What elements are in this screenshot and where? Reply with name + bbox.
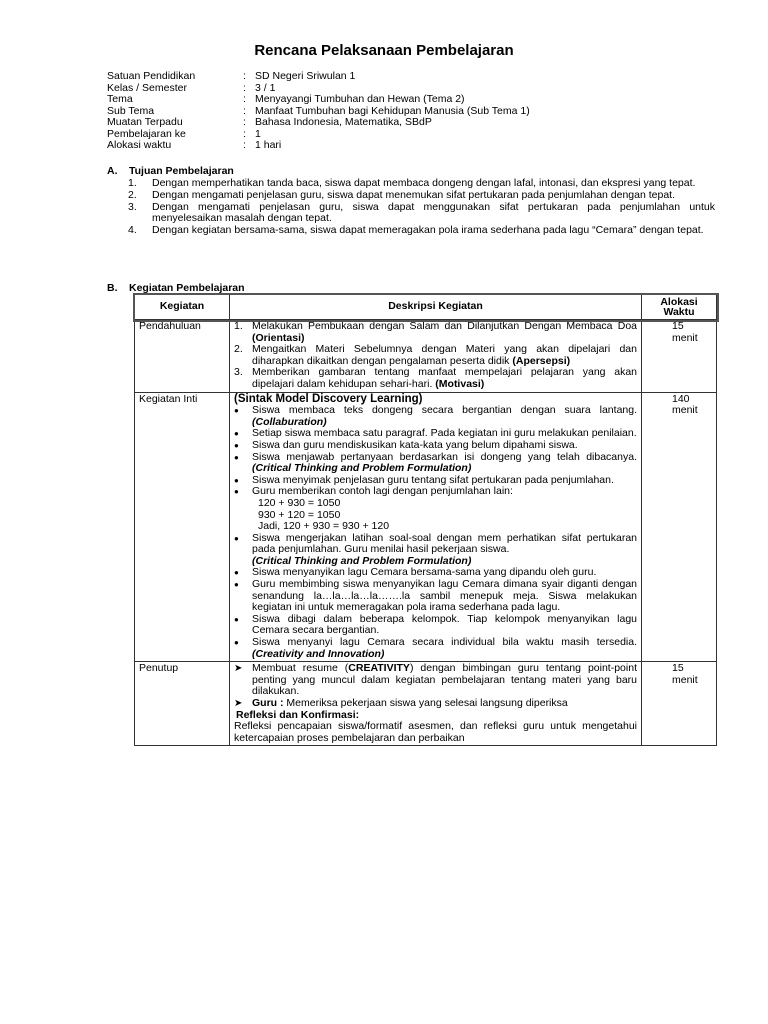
time-penutup: 15 menit bbox=[642, 662, 717, 746]
activities-table bbox=[134, 294, 717, 746]
list-item bbox=[234, 405, 637, 428]
item-body: Siswa mengerjakan latihan soal-soal dengan mem perhatikan sifat pertukaran pada penjumlahan. Guru menilai hasil pekerjaan siswa. bbox=[252, 531, 637, 556]
bullet-icon: ● bbox=[234, 533, 239, 543]
page-title: Rencana Pelaksanaan Pembelajaran bbox=[254, 42, 514, 59]
row-penutup bbox=[135, 662, 717, 746]
list-item bbox=[234, 614, 637, 637]
item-tag: (Critical Thinking and Problem Formulation) bbox=[252, 554, 472, 567]
item-tag: (Orientasi) bbox=[252, 331, 305, 344]
meta-separator: : bbox=[243, 70, 246, 82]
calc-line: 930 + 120 = 1050 bbox=[258, 508, 341, 521]
list-item: ➤ Guru : Memeriksa pekerjaan siswa yang selesai langsung diperiksa bbox=[234, 697, 568, 709]
bullet-icon: ● bbox=[234, 475, 239, 485]
objectives-list bbox=[128, 178, 715, 237]
item-body: Mengaitkan Materi Sebelumnya dengan Materi yang akan dipelajari dan diharapkan dikaitkan dengan pengalaman peserta didik bbox=[252, 343, 637, 367]
meta-label: Kelas / Semester bbox=[107, 81, 187, 94]
item-text bbox=[252, 405, 637, 428]
label-inti: Kegiatan Inti bbox=[135, 392, 230, 662]
list-item bbox=[128, 190, 715, 202]
meta-value: Manfaat Tumbuhan bagi Kehidupan Manusia (Sub Tema 1) bbox=[255, 104, 530, 117]
section-b-heading: B. Kegiatan Pembelajaran bbox=[107, 282, 245, 294]
bullet-icon: ● bbox=[234, 580, 239, 590]
bullet-icon: ● bbox=[234, 638, 239, 648]
list-item bbox=[234, 452, 637, 475]
meta-value: 1 bbox=[255, 127, 261, 140]
item-tag: (Critical Thinking and Problem Formulation) bbox=[252, 462, 472, 475]
item-text bbox=[252, 452, 637, 475]
item-tag: (Motivasi) bbox=[435, 377, 485, 390]
calc-line: 120 + 930 = 1050 bbox=[258, 496, 341, 509]
header-alokasi: Alokasi Waktu bbox=[642, 295, 717, 320]
item-number: 3. bbox=[234, 366, 243, 379]
item-body: Siswa menyanyi lagu Cemara secara individual bila waktu masih tersedia. bbox=[252, 636, 637, 649]
item-text bbox=[252, 321, 637, 344]
objective-number: 3. bbox=[128, 200, 137, 213]
meta-label: Pembelajaran ke bbox=[107, 127, 186, 140]
item-body: Siswa menyimak penjelasan guru tentang sifat pertukaran pada penjumlahan. bbox=[252, 473, 614, 486]
refleksi-title: Refleksi dan Konfirmasi: bbox=[236, 708, 360, 721]
item-text bbox=[252, 533, 637, 568]
list-item bbox=[128, 225, 715, 237]
item-body: Setiap siswa membaca satu paragraf. Pada kegiatan ini guru melakukan penilaian. bbox=[252, 427, 637, 440]
inti-heading: (Sintak Model Discovery Learning) bbox=[234, 392, 423, 405]
objective-text: Dengan mengamati penjelasan guru, siswa dapat menemukan sifat pertukaran pada penjumlahan dengan tepat. bbox=[152, 188, 676, 201]
header-kegiatan: Kegiatan bbox=[135, 295, 230, 320]
item-body: Guru memberikan contoh lagi dengan penjumlahan lain: bbox=[252, 485, 513, 498]
meta-row bbox=[107, 71, 530, 83]
desc-pendahuluan bbox=[230, 320, 642, 393]
meta-value: 3 / 1 bbox=[255, 81, 276, 94]
label-pendahuluan: Pendahuluan bbox=[135, 320, 230, 393]
item-body: Melakukan Pembukaan dengan Salam dan Dilanjutkan Dengan Membaca Doa bbox=[252, 320, 637, 332]
item-text bbox=[252, 637, 637, 660]
calc-line: Jadi, 120 + 930 = 930 + 120 bbox=[258, 520, 390, 533]
desc-inti bbox=[230, 392, 642, 662]
item-body: Siswa menyanyikan lagu Cemara bersama-sama yang dipandu oleh guru. bbox=[252, 566, 597, 579]
bullet-icon: ● bbox=[234, 614, 239, 624]
objective-text: Dengan mengamati penjelasan guru, siswa dapat menggunakan sifat pertukaran pada penjumlahan untuk menyelesaikan masalah dengan tepat. bbox=[152, 200, 715, 225]
table-header-row bbox=[135, 295, 717, 320]
list-item bbox=[128, 202, 715, 226]
meta-row bbox=[107, 117, 530, 129]
arrow-bullet-icon: ➤ bbox=[234, 698, 243, 709]
meta-separator: : bbox=[243, 116, 246, 128]
objective-number: 4. bbox=[128, 224, 137, 237]
meta-separator: : bbox=[243, 81, 246, 94]
item-text bbox=[252, 614, 637, 637]
item-text bbox=[252, 344, 637, 367]
desc-penutup bbox=[230, 662, 642, 746]
meta-separator: : bbox=[243, 139, 246, 151]
item-number: 2. bbox=[234, 343, 243, 356]
objective-number: 2. bbox=[128, 188, 137, 201]
bullet-icon: ● bbox=[234, 429, 239, 439]
bullet-icon: ● bbox=[234, 406, 239, 416]
item-tag: (Collaburation) bbox=[252, 415, 327, 428]
refleksi-text: Refleksi pencapaian siswa/formatif asesmen, dan refleksi guru untuk mengetahui ketercapaian proses pembelajaran dan perbaikan bbox=[234, 720, 637, 744]
item-text bbox=[252, 579, 637, 614]
list-item bbox=[234, 579, 637, 614]
item-body: Siswa dibagi dalam beberapa kelompok. Tiap kelompok menyanyikan lagu Cemara secara bergantian. bbox=[252, 612, 637, 637]
item-number: 1. bbox=[234, 320, 243, 332]
list-item bbox=[234, 321, 637, 344]
meta-label: Satuan Pendidikan bbox=[107, 70, 196, 82]
meta-value: Bahasa Indonesia, Matematika, SBdP bbox=[255, 116, 432, 128]
objective-text: Dengan memperhatikan tanda baca, siswa dapat membaca dongeng dengan lafal, intonasi, dan ekspresi yang tepat. bbox=[152, 177, 696, 189]
item-body: Guru membimbing siswa menyanyikan lagu Cemara dimana syair diganti dengan senandung la…la…la…la…….la sambil menepuk meja. Siswa melakukan kegiatan ini untuk memeragakan pola irama sederhana pada lagu. bbox=[252, 578, 637, 614]
meta-separator: : bbox=[243, 93, 246, 105]
list-item: ➤ Membuat resume (CREATIVITY) dengan bimbingan guru tentang point-point penting yang muncul dalam kegiatan pembelajaran tentang materi yang baru dilakukan. bbox=[234, 662, 637, 698]
bullet-icon: ● bbox=[234, 440, 239, 450]
time-inti: 140 menit bbox=[642, 392, 717, 662]
item-body: Memberikan gambaran tentang manfaat mempelajari pelajaran yang akan dipelajari dalam kehidupan sehari-hari. bbox=[252, 366, 637, 390]
meta-row bbox=[107, 140, 530, 152]
meta-value: 1 hari bbox=[255, 139, 282, 151]
header-deskripsi: Deskripsi Kegiatan bbox=[230, 295, 642, 320]
meta-value: SD Negeri Sriwulan 1 bbox=[255, 70, 356, 82]
arrow-bullet-icon: ➤ bbox=[234, 663, 243, 675]
item-body: Siswa membaca teks dongeng secara bergantian dengan suara lantang. bbox=[252, 404, 637, 417]
meta-value: Menyayangi Tumbuhan dan Hewan (Tema 2) bbox=[255, 93, 465, 105]
meta-label: Muatan Terpadu bbox=[107, 116, 183, 128]
bullet-icon: ● bbox=[234, 452, 239, 462]
row-pendahuluan bbox=[135, 320, 717, 393]
meta-separator: : bbox=[243, 127, 246, 140]
list-item bbox=[234, 637, 637, 660]
item-tag: (Creativity and Innovation) bbox=[252, 647, 385, 660]
bullet-icon: ● bbox=[234, 487, 239, 497]
identity-block bbox=[107, 71, 530, 152]
bullet-icon: ● bbox=[234, 568, 239, 578]
objective-text: Dengan kegiatan bersama-sama, siswa dapat memeragakan pola irama sederhana pada lagu “Cemara” dengan tepat. bbox=[152, 224, 704, 237]
list-item bbox=[234, 533, 637, 568]
meta-label: Alokasi waktu bbox=[107, 139, 172, 151]
row-inti bbox=[135, 392, 717, 662]
item-text bbox=[252, 367, 637, 390]
section-a-heading: A. Tujuan Pembelajaran bbox=[107, 165, 234, 177]
item-body: Siswa menjawab pertanyaan berdasarkan isi dongeng yang telah dibacanya. bbox=[252, 450, 637, 463]
list-item bbox=[234, 344, 637, 367]
label-penutup: Penutup bbox=[135, 662, 230, 746]
time-pendahuluan: 15 menit bbox=[642, 320, 717, 393]
meta-label: Tema bbox=[107, 93, 133, 105]
item-tag: (Apersepsi) bbox=[512, 354, 571, 367]
meta-row bbox=[107, 94, 530, 106]
meta-label: Sub Tema bbox=[107, 104, 155, 117]
objective-number: 1. bbox=[128, 177, 137, 189]
meta-separator: : bbox=[243, 104, 246, 117]
item-body: Siswa dan guru mendiskusikan kata-kata yang belum dipahami siswa. bbox=[252, 438, 578, 451]
list-item bbox=[234, 367, 637, 390]
